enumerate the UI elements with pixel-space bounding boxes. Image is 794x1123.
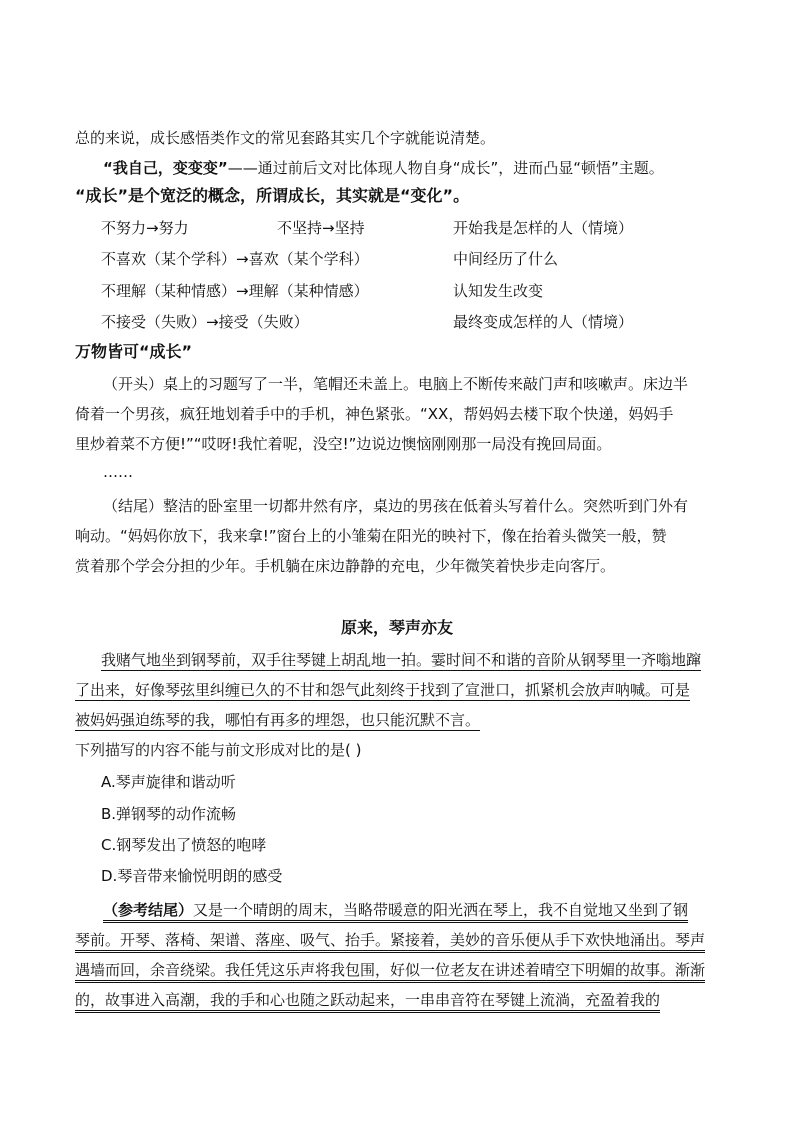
structure-item: 中间经历了什么	[453, 250, 559, 268]
reference-label: （参考结尾）	[103, 901, 194, 919]
formula-line	[103, 158, 753, 178]
intro-paragraph: 总的来说，成长感悟类作文的常见套路其实几个字就能说清楚。	[75, 129, 496, 147]
structure-item: 认知发生改变	[453, 282, 544, 300]
formula-explanation: ——通过前后文对比体现人物自身“成长”，进而凸显“顿悟”主题。	[227, 159, 664, 177]
option-b: B.弹钢琴的动作流畅	[101, 805, 237, 823]
ending-line: （结尾）整洁的卧室里一切都井然有序，桌边的男孩在低着头写着什么。突然听到门外有	[103, 497, 689, 515]
opening-line: 里炒着菜不方便!”“哎呀!我忙着呢，没空!”边说边懊恼刚刚那一局没有挽回局面。	[75, 435, 612, 453]
ending-line: 赏着那个学会分担的少年。手机躺在床边静静的充电，少年微笑着快步走向客厅。	[75, 557, 616, 575]
section-heading: 万物皆可“成长”	[75, 342, 193, 361]
change-item: 不努力→努力	[101, 219, 189, 237]
growth-definition: “成长”是个宽泛的概念，所谓成长，其实就是“变化”。	[75, 186, 470, 205]
essay-paragraph-line: 被妈妈强迫练琴的我，哪怕有再多的埋怨，也只能沉默不言。	[75, 711, 481, 729]
opening-line: 倚着一个男孩，疯狂地划着手中的手机，神色紧张。“XX，帮妈妈去楼下取个快递，妈妈手	[75, 405, 674, 423]
change-item: 不喜欢（某个学科）→喜欢（某个学科）	[101, 250, 369, 268]
essay-paragraph-line: 了出来，好像琴弦里纠缠已久的不甘和怨气此刻终于找到了宣泄口，抓紧机会放声呐喊。可是	[75, 681, 691, 699]
essay-paragraph-line: 我赌气地坐到钢琴前，双手往琴键上胡乱地一拍。霎时间不和谐的音阶从钢琴里一齐嗡地蹿	[101, 651, 702, 669]
option-d: D.琴音带来愉悦明朗的感受	[101, 867, 283, 885]
ending-line: 响动。“妈妈你放下，我来拿!”窗台上的小雏菊在阳光的映衬下，像在抬着头微笑一般，赞	[75, 527, 667, 545]
reference-ending-line: 遇墙而回，余音绕梁。我任凭这乐声将我包围，好似一位老友在讲述着晴空下明媚的故事。渐渐	[75, 961, 706, 979]
essay-title: 原来，琴声亦友	[340, 618, 453, 637]
change-item: 不理解（某种情感）→理解（某种情感）	[101, 282, 369, 300]
change-item: 不接受（失败）→接受（失败）	[101, 313, 309, 331]
option-a: A.琴声旋律和谐动听	[101, 773, 236, 791]
structure-item: 最终变成怎样的人（情境）	[453, 313, 634, 331]
ellipsis: ……	[103, 463, 133, 481]
change-item: 不坚持→坚持	[277, 219, 365, 237]
reference-ending-line: （参考结尾）又是一个晴朗的周末，当略带暖意的阳光洒在琴上，我不自觉地又坐到了钢	[103, 901, 689, 919]
question-stem: 下列描写的内容不能与前文形成对比的是( )	[75, 741, 362, 759]
formula-title: “我自己，变变变”	[103, 159, 228, 177]
opening-line: （开头）桌上的习题写了一半，笔帽还未盖上。电脑上不断传来敲门声和咳嗽声。床边半	[103, 375, 689, 393]
structure-item: 开始我是怎样的人（情境）	[453, 219, 634, 237]
option-c: C.钢琴发出了愤怒的咆哮	[101, 836, 267, 854]
reference-ending-line: 的，故事进入高潮，我的手和心也随之跃动起来，一串串音符在琴键上流淌，充盈着我的	[75, 991, 661, 1009]
reference-ending-line: 琴前。开琴、落椅、架谱、落座、吸气、抬手。紧接着，美妙的音乐便从手下欢快地涌出。琴声	[75, 931, 706, 949]
